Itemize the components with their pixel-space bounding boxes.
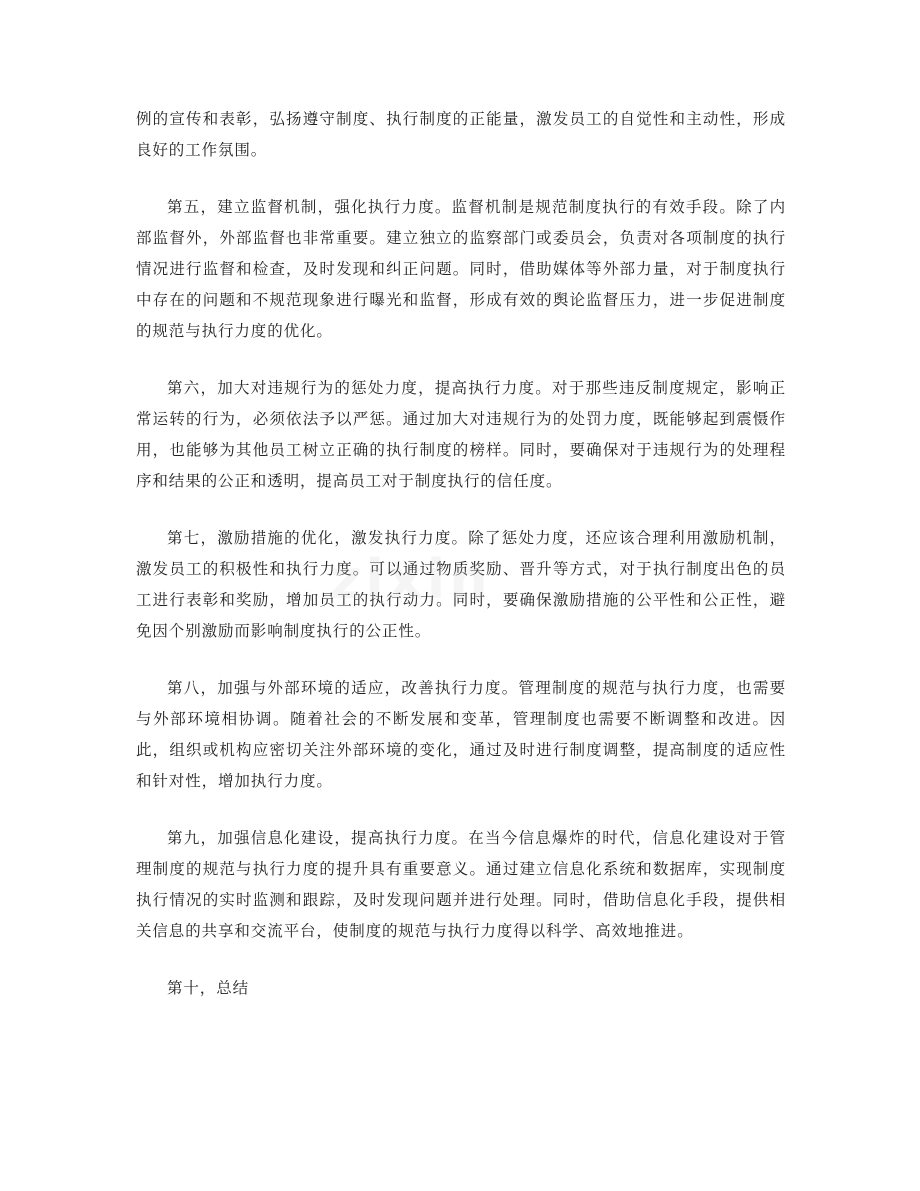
paragraph-tenth-heading: 第十，总结 [167,979,250,997]
paragraph-sixth: 第六，加大对违规行为的惩处力度，提高执行力度。对于那些违反制度规定，影响正常运转的行为，必须依法予以严惩。通过加大对违规行为的处罚力度，既能够起到震慑作用，也能够为其他员工树立正确的执行制度的榜样。同时，要确保对于违规行为的处理程序和结果的公正和透明，提高员工对于制度执行的信任度。 [136,379,786,490]
paragraph-eighth: 第八，加强与外部环境的适应，改善执行力度。管理制度的规范与执行力度，也需要与外部环境相协调。随着社会的不断发展和变革，管理制度也需要不断调整和改进。因此，组织或机构应密切关注外部环境的变化，通过及时进行制度调整，提高制度的适应性和针对性，增加执行力度。 [136,679,786,790]
paragraph-continuation: 例的宣传和表彰，弘扬遵守制度、执行制度的正能量，激发员工的自觉性和主动性，形成良好的工作氛围。 [136,110,786,159]
paragraph-fifth: 第五，建立监督机制，强化执行力度。监督机制是规范制度执行的有效手段。除了内部监督外，外部监督也非常重要。建立独立的监察部门或委员会，负责对各项制度的执行情况进行监督和检查，及时发现和纠正问题。同时，借助媒体等外部力量，对于制度执行中存在的问题和不规范现象进行曝光和监督，形成有效的舆论监督压力，进一步促进制度的规范与执行力度的优化。 [136,198,786,340]
document-body [136,104,786,1030]
paragraph-seventh: 第七，激励措施的优化，激发执行力度。除了惩处力度，还应该合理利用激励机制，激发员工的积极性和执行力度。可以通过物质奖励、晋升等方式，对于执行制度出色的员工进行表彰和奖励，增加员工的执行动力。同时，要确保激励措施的公平性和公正性，避免因个别激励而影响制度执行的公正性。 [136,529,786,640]
watermark-logo: zixin [330,548,492,611]
paragraph-ninth: 第九，加强信息化建设，提高执行力度。在当今信息爆炸的时代，信息化建设对于管理制度的规范与执行力度的提升具有重要意义。通过建立信息化系统和数据库，实现制度执行情况的实时监测和跟踪，及时发现问题并进行处理。同时，借助信息化手段，提供相关信息的共享和交流平台，使制度的规范与执行力度得以科学、高效地推进。 [136,829,786,940]
